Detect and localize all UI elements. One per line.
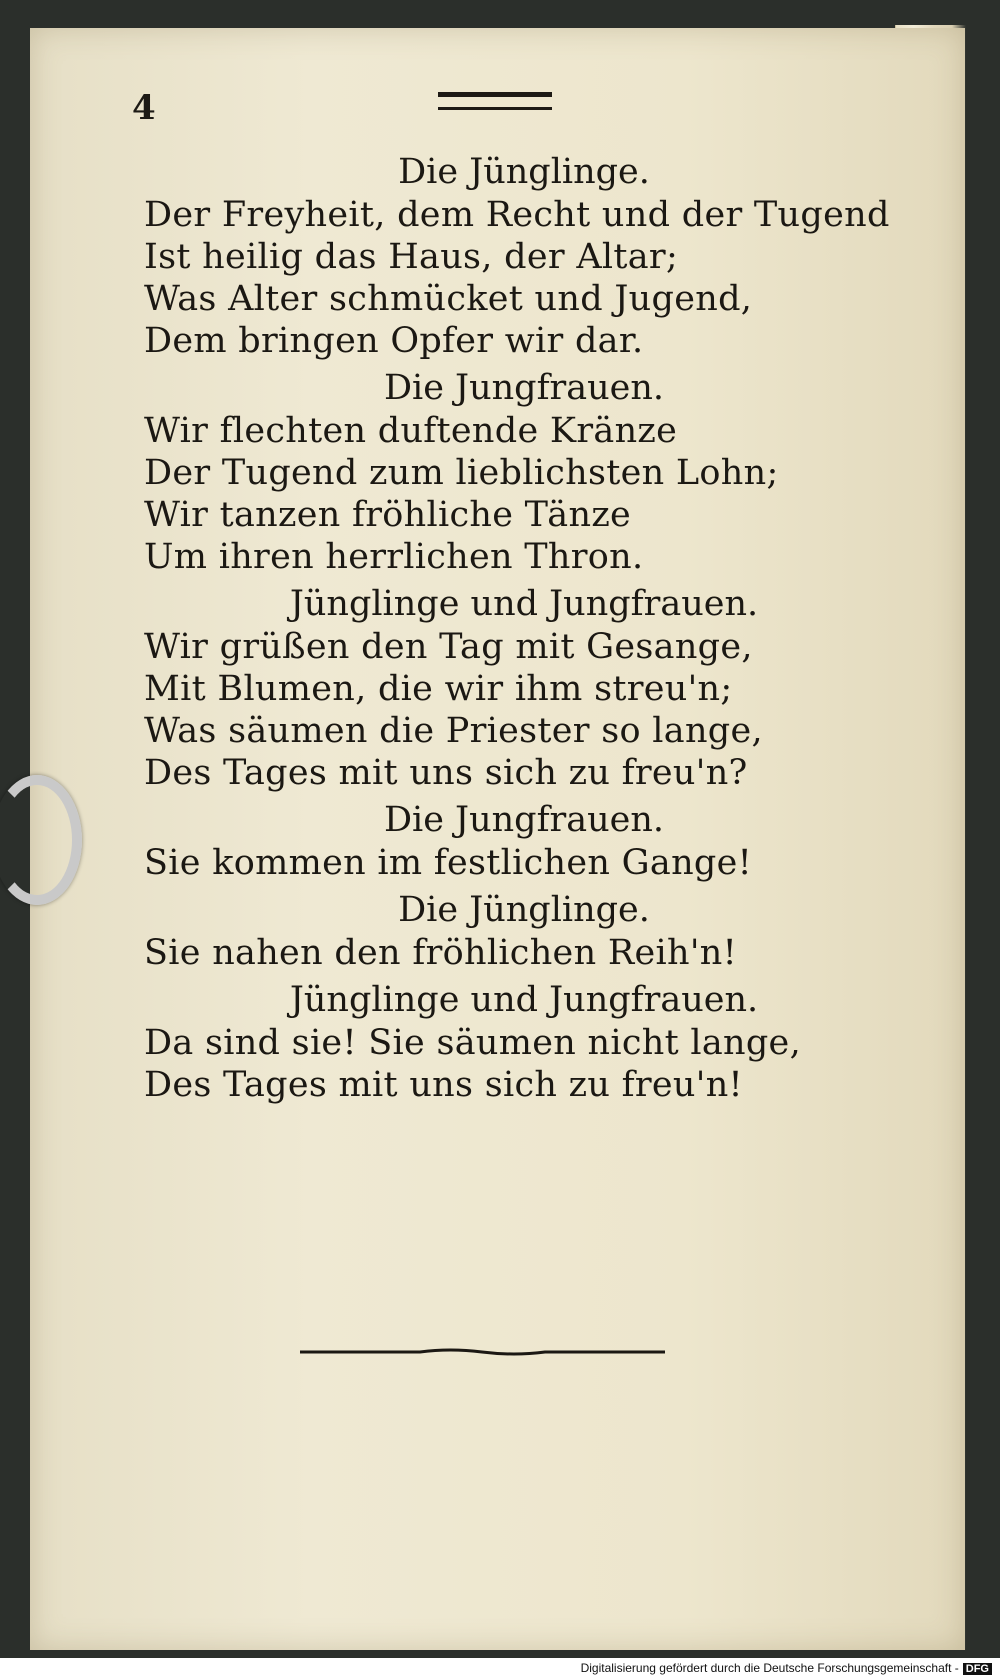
stanza xyxy=(144,582,884,794)
speaker-heading: Jünglinge und Jungfrauen. xyxy=(289,980,759,1020)
verse-line: Mit Blumen, die wir ihm streu'n; xyxy=(144,669,733,709)
header-rule xyxy=(438,92,552,110)
credit-text: Digitalisierung gefördert durch die Deutsche Forschungsgemeinschaft - xyxy=(580,1661,959,1675)
verse-line: Was Alter schmücket und Jugend, xyxy=(144,279,753,319)
verse-line: Sie kommen im festlichen Gange! xyxy=(144,843,753,883)
speaker-heading: Die Jünglinge. xyxy=(398,890,650,930)
stanza xyxy=(144,978,884,1106)
verse-line: Wir grüßen den Tag mit Gesange, xyxy=(144,627,753,667)
stanza xyxy=(144,888,884,974)
verse-line: Da sind sie! Sie säumen nicht lange, xyxy=(144,1023,802,1063)
verse-line: Dem bringen Opfer wir dar. xyxy=(144,321,644,361)
verse-line: Wir flechten duftende Kränze xyxy=(144,411,678,451)
stanza xyxy=(144,150,890,362)
speaker-heading: Die Jungfrauen. xyxy=(383,368,665,408)
verse-line: Des Tages mit uns sich zu freu'n? xyxy=(144,753,748,793)
verse-line: Ist heilig das Haus, der Altar; xyxy=(144,237,679,277)
poem-text xyxy=(144,150,890,1110)
dfg-logo: DFG xyxy=(963,1663,992,1675)
page-number: 4 xyxy=(132,88,156,128)
verse-line: Der Tugend zum lieblichsten Lohn; xyxy=(144,453,779,493)
verse-line: Der Freyheit, dem Recht und der Tugend xyxy=(144,195,890,235)
verse-line: Um ihren herrlichen Thron. xyxy=(144,537,644,577)
speaker-heading: Die Jünglinge. xyxy=(398,152,650,192)
digitization-credit xyxy=(581,1661,992,1675)
stanza xyxy=(144,366,884,578)
stanza xyxy=(144,798,884,884)
verse-line: Wir tanzen fröhliche Tänze xyxy=(144,495,632,535)
verse-line: Was säumen die Priester so lange, xyxy=(144,711,763,751)
verse-line: Des Tages mit uns sich zu freu'n! xyxy=(144,1065,743,1105)
verse-line: Sie nahen den fröhlichen Reih'n! xyxy=(144,933,737,973)
speaker-heading: Die Jungfrauen. xyxy=(383,800,665,840)
ornamental-end-rule xyxy=(300,1348,665,1356)
speaker-heading: Jünglinge und Jungfrauen. xyxy=(289,584,759,624)
